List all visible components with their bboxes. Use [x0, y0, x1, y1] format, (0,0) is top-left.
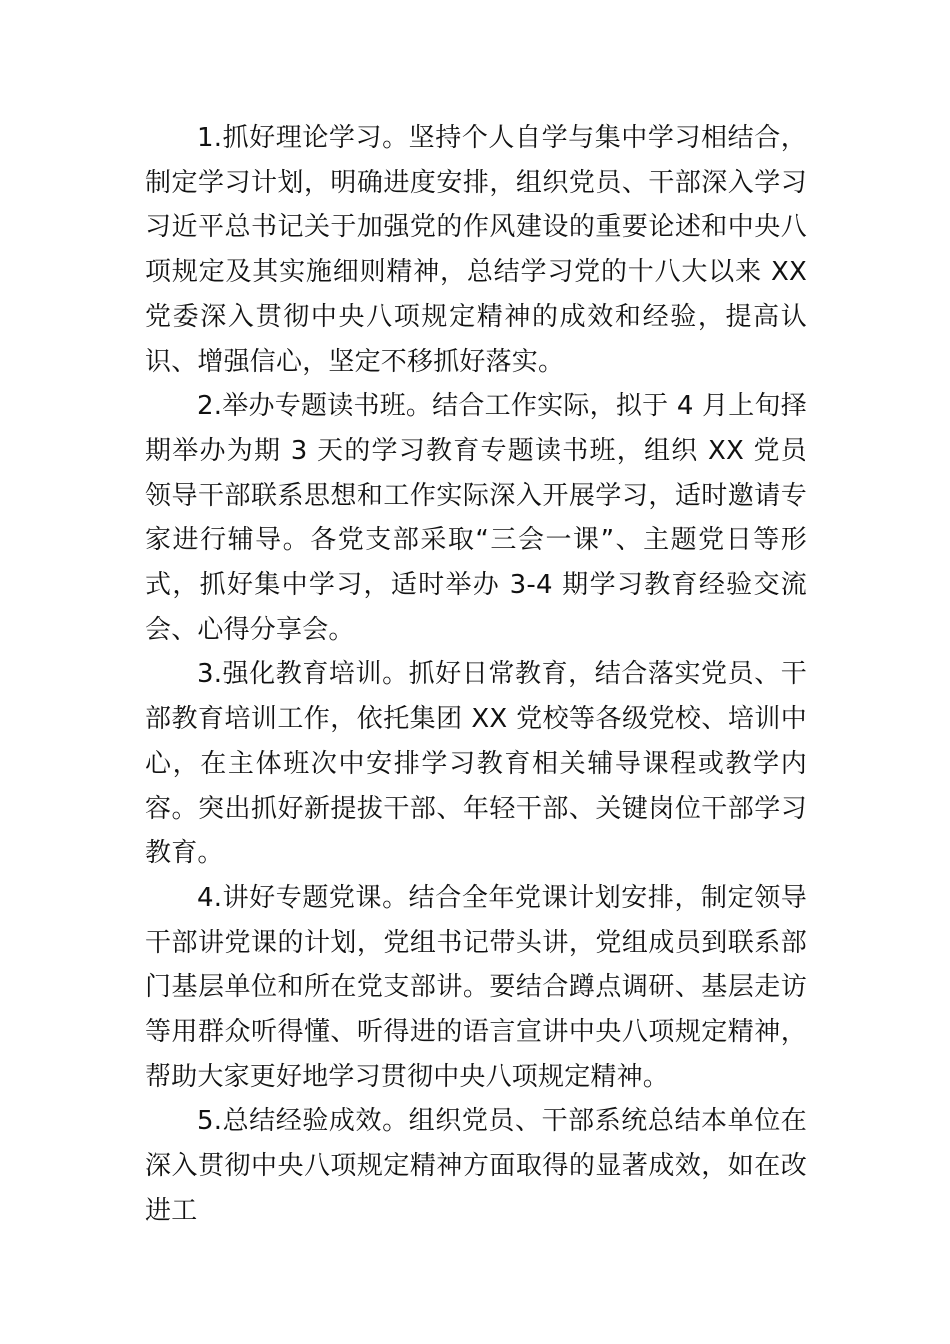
- paragraph-theory-study: 1.抓好理论学习。坚持个人自学与集中学习相结合，制定学习计划，明确进度安排，组织党员、干部深入学习习近平总书记关于加强党的作风建设的重要论述和中央八项规定及其实施细则精神，总结学习党的十八大以来 XX 党委深入贯彻中央八项规定精神的成效和经验，提高认识、增强信心，坚定不移抓好落实。: [145, 123, 807, 377]
- paragraph-reading-class: 2.举办专题读书班。结合工作实际，拟于 4 月上旬择期举办为期 3 天的学习教育专题读书班，组织 XX 党员领导干部联系思想和工作实际深入开展学习，适时邀请专家进行辅导。各党支部采取“三会一课”、主题党日等形式，抓好集中学习，适时举办 3-4 期学习教育经验交流会、心得分享会。: [145, 391, 807, 645]
- paragraph-education-training: 3.强化教育培训。抓好日常教育，结合落实党员、干部教育培训工作，依托集团 XX 党校等各级党校、培训中心，在主体班次中安排学习教育相关辅导课程或教学内容。突出抓好新提拔干部、年轻干部、关键岗位干部学习教育。: [145, 659, 807, 869]
- document-body: [145, 116, 807, 1234]
- paragraph-party-lecture: 4.讲好专题党课。结合全年党课计划安排，制定领导干部讲党课的计划，党组书记带头讲，党组成员到联系部门基层单位和所在党支部讲。要结合蹲点调研、基层走访等用群众听得懂、听得进的语言宣讲中央八项规定精神，帮助大家更好地学习贯彻中央八项规定精神。: [145, 882, 807, 1092]
- paragraph-summarize-experience: 5.总结经验成效。组织党员、干部系统总结本单位在深入贯彻中央八项规定精神方面取得的显著成效，如在改进工: [145, 1106, 807, 1226]
